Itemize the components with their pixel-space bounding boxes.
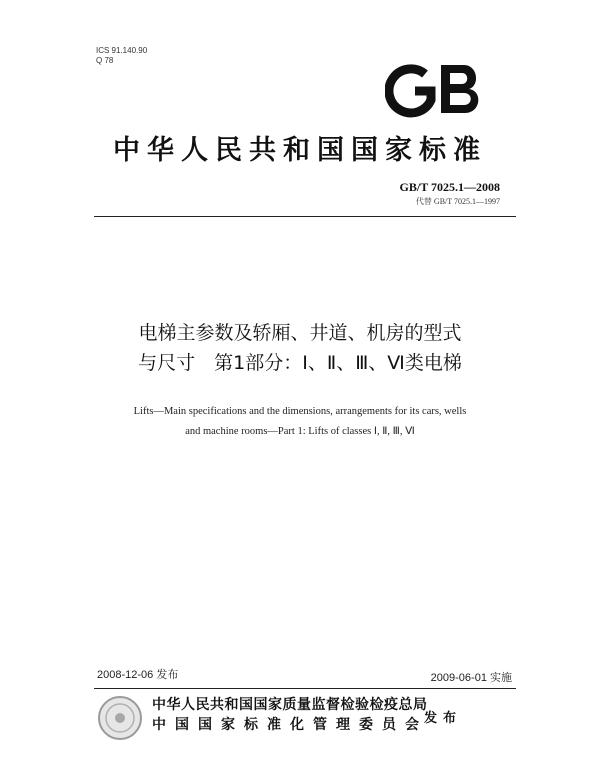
publish-label: 发布 (424, 711, 463, 726)
national-standard-title: 中华人民共和国国家标准 (113, 135, 487, 166)
english-title-line-2: and machine rooms—Part 1: Lifts of classes Ⅰ, Ⅱ, Ⅲ, Ⅵ (185, 426, 415, 437)
gb-logo (385, 60, 485, 118)
ccs-code: Q 78 (96, 56, 114, 65)
issue-date: 2008-12-06 发布 (97, 669, 179, 681)
implementation-date: 2009-06-01 实施 (430, 672, 512, 684)
top-divider (94, 216, 516, 217)
bottom-divider (94, 688, 516, 689)
chinese-title-line-2: 与尺寸 第1部分：Ⅰ、Ⅱ、Ⅲ、Ⅵ类电梯 (138, 352, 462, 374)
chinese-title-line-1: 电梯主参数及轿厢、井道、机房的型式 (138, 322, 462, 344)
issuer-sac: 中国国家标准化管理委员会 (152, 717, 428, 733)
classification-codes (96, 46, 147, 66)
english-title (70, 402, 530, 442)
issuer-aqsiq: 中华人民共和国国家质量监督检验检疫总局 (152, 697, 428, 713)
replaces-note: 代替 GB/T 7025.1—1997 (415, 197, 500, 206)
english-title-line-1: Lifts—Main specifications and the dimensions, arrangements for its cars, wells (133, 406, 467, 417)
standard-number: GB/T 7025.1—2008 (399, 180, 500, 194)
ics-code: ICS 91.140.90 (96, 46, 148, 55)
issuer-seal-icon (95, 693, 145, 743)
chinese-title (0, 318, 600, 378)
standard-number-block (400, 180, 500, 207)
issuing-authorities (152, 695, 428, 735)
